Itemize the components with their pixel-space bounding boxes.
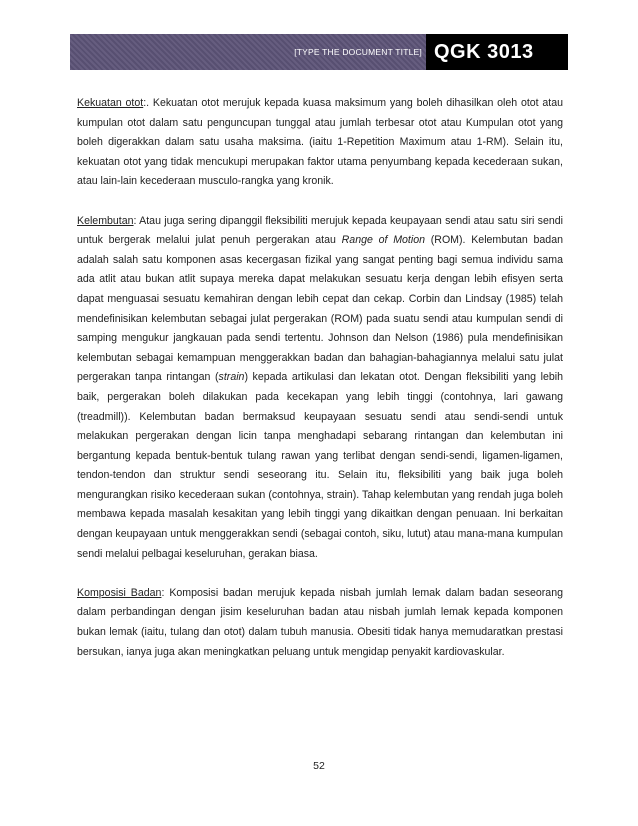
paragraph-text: :. Kekuatan otot merujuk kepada kuasa maksimum yang boleh dihasilkan oleh otot atau kumpulan otot dalam satu penguncupan tunggal atau jumlah terbesar otot atau Kumpulan otot yang boleh digerakkan dalam satu usaha maksima. (iaitu 1-Repetition Maximum atau 1-RM). Selain itu, kekuatan otot yang tidak mencukupi merupakan faktor utama penyumbang kepada kecederaan sukan, atau lain-lain kecederaan musculo-rangka yang kronik. [77, 97, 563, 188]
page-number: 52 [313, 760, 325, 772]
document-body [77, 94, 563, 682]
term-heading: Komposisi Badan [77, 586, 162, 599]
paragraph-kelembutan [77, 212, 563, 565]
paragraph-text: : Komposisi badan merujuk kepada nisbah jumlah lemak dalam badan seseorang dalam perbandingan dengan jisim keseluruhan badan atau nisbah jumlah lemak kepada komponen bukan lemak (iaitu, tulang dan otot) dalam tubuh manusia. Obesiti tidak hanya memudaratkan prestasi bersukan, ianya juga akan meningkatkan peluang untuk mengidap penyakit kardiovaskular. [77, 586, 563, 658]
paragraph-text: (ROM). Kelembutan badan adalah salah satu komponen asas kecergasan fizikal yang sangat penting bagi semua individu sama ada atlit atau bukan atlit supaya mereka dapat melakukan sesuatu kerja dengan lebih efisyen serta dapat menguasai sesuatu kemahiran dengan lebih cepat dan cekap. Corbin dan Lindsay (1985) telah mendefinisikan kelembutan sebagai julat pergerakan (ROM) pada suatu sendi atau kumpulan sendi di samping mengukur jangkauan pada sendi tertentu. Johnson dan Nelson (1986) pula mendefinisikan kelembutan sebagai kemampuan menggerakkan badan dan bahagian-bahagiannya melalui satu julat pergerakan tanpa rintangan ( [77, 234, 563, 384]
paragraph-text: : Atau juga sering dipanggil fleksibiliti merujuk kepada keupayaan sendi atau satu siri sendi untuk bergerak melalui julat penuh pergerakan atau [77, 214, 563, 247]
course-code: QGK 3013 [426, 34, 568, 70]
paragraph-komposisi-badan [77, 584, 563, 662]
term-heading: Kekuatan otot [77, 97, 144, 109]
paragraph-kekuatan-otot [77, 94, 563, 192]
paragraph-text: ) kepada artikulasi dan lekatan otot. Dengan fleksibiliti yang lebih baik, pergerakan boleh dilakukan pada kecekapan yang lebih tinggi (contohnya, lari gawang (treadmill)). Kelembutan badan bermaksud keupayaan sesuatu sendi atau sendi-sendi untuk melakukan pergerakan dengan licin tanpa menghadapi sebarang rintangan dan kelembutan ini bergantung kepada bentuk-bentuk tulang rawan yang terlibat dengan sendi-sendi, ligamen-ligamen, tendon-tendon dan struktur sendi seseorang itu. Selain itu, fleksibiliti yang baik juga boleh mengurangkan risiko kecederaan sukan (contohnya, strain). Tahap kelembutan yang rendah juga boleh membawa kepada masalah kesakitan yang lebih tinggi yang dikaitkan dengan penuaan. Ini berkaitan dengan keupayaan untuk menggerakkan sendi (sebagai contoh, siku, lutut) atau mana-mana kumpulan sendi melalui pelbagai keseluruhan, gerakan biasa. [77, 371, 564, 560]
term-heading: Kelembutan [77, 214, 134, 227]
italic-term: Range of Motion [341, 234, 426, 247]
italic-term: strain [218, 371, 245, 384]
document-title: [TYPE THE DOCUMENT TITLE] [294, 47, 422, 57]
